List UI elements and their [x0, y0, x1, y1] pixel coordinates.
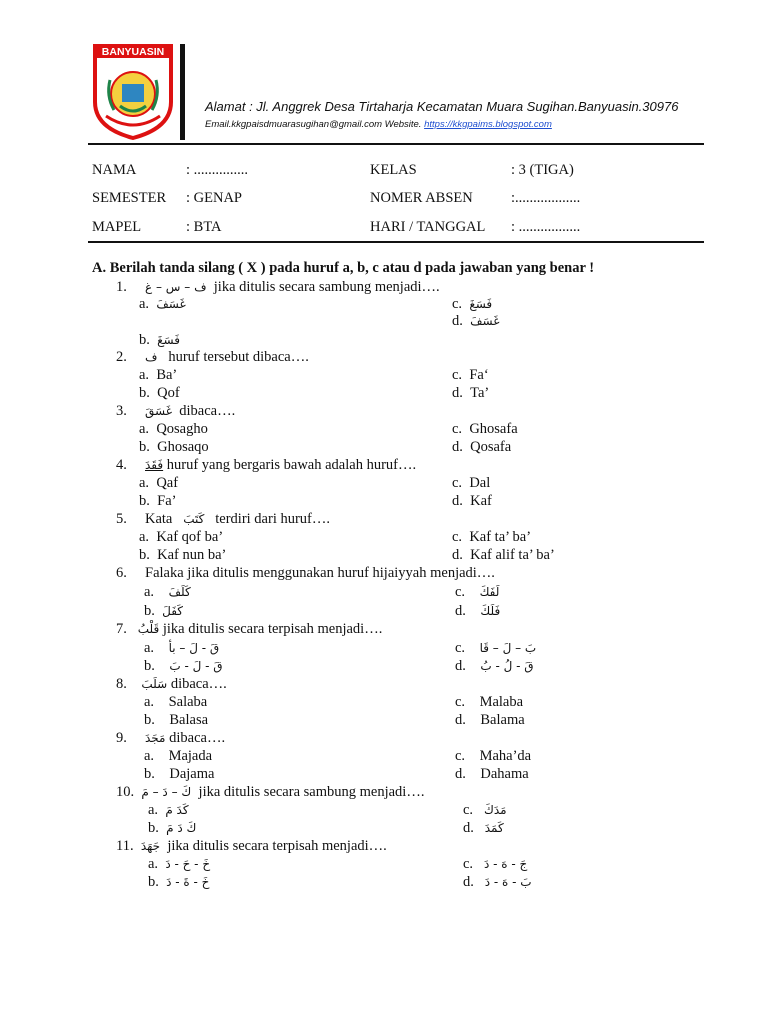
question-9	[116, 730, 225, 747]
question-text: jika ditulis secara sambung menjadi….	[198, 784, 425, 800]
question-arabic: كَ – دَ – مَ	[141, 785, 192, 799]
question-arabic: مَجَدَ	[145, 731, 166, 745]
option-a[interactable]: a. كَدَ مَ	[148, 802, 189, 818]
option-b[interactable]: b. Ghosaqo	[139, 439, 209, 455]
question-6	[116, 565, 495, 582]
option-b[interactable]: b. كَفَلَ	[144, 603, 183, 619]
hari-label: HARI / TANGGAL	[370, 219, 486, 235]
option-b[interactable]: b. Dajama	[144, 766, 215, 782]
question-number: 4.	[116, 457, 127, 473]
option-d[interactable]: d. بَ - هَ - دَ	[463, 874, 532, 890]
option-c[interactable]: c. جَ - هَ - دَ	[463, 856, 528, 872]
header-divider	[180, 44, 185, 140]
kelas-label: KELAS	[370, 162, 417, 178]
question-text: dibaca….	[179, 403, 236, 419]
option-a[interactable]: a. كَلَفَ	[144, 584, 191, 600]
question-arabic: كَتَبَ	[183, 512, 205, 526]
option-d[interactable]: d. Balama	[455, 712, 525, 728]
option-c[interactable]: c. Maha’da	[455, 748, 532, 764]
question-text: huruf yang bergaris bawah adalah huruf….	[166, 457, 417, 473]
question-number: 9.	[116, 730, 127, 746]
option-c[interactable]: c. Malaba	[455, 694, 524, 710]
option-b[interactable]: b. قَ - لَ - بَ	[144, 658, 223, 674]
option-c[interactable]: c. Ghosafa	[452, 421, 518, 437]
option-a[interactable]: a. Kaf qof ba’	[139, 529, 224, 545]
option-d[interactable]: d. Qosafa	[452, 439, 512, 455]
question-pre: Kata	[145, 511, 173, 527]
option-d[interactable]: d. Ta’	[452, 385, 490, 401]
option-c[interactable]: c. Kaf ta’ ba’	[452, 529, 532, 545]
option-c[interactable]: c. لَفَكَ	[455, 584, 500, 600]
question-arabic: ف – س – غ	[145, 280, 207, 294]
question-number: 10.	[116, 784, 135, 800]
question-text: dibaca….	[169, 730, 226, 746]
question-2	[116, 349, 309, 366]
semester-label: SEMESTER	[92, 190, 167, 206]
question-number: 6.	[116, 565, 127, 581]
option-a[interactable]: a. غَسَفَ	[139, 296, 186, 312]
question-arabic: فَقَدَ	[145, 458, 164, 472]
option-d[interactable]: d. قَ - لُ - بُ	[455, 658, 534, 674]
option-b[interactable]: b. كَ دَ مَ	[148, 820, 197, 836]
kelas-value: : 3 (TIGA)	[511, 162, 574, 178]
option-d[interactable]: d. كَمَدَ	[463, 820, 504, 836]
option-d[interactable]: d. فَلَكَ	[455, 603, 501, 619]
question-7	[116, 621, 382, 638]
option-b[interactable]: b. Kaf nun ba’	[139, 547, 227, 563]
option-c[interactable]: c. Dal	[452, 475, 491, 491]
option-b[interactable]: b. خَ - ةَ - دَ	[148, 874, 210, 890]
question-8	[116, 676, 227, 693]
instruction: A. Berilah tanda silang ( X ) pada huruf a, b, c atau d pada jawaban yang benar !	[92, 260, 595, 276]
question-text: jika ditulis secara terpisah menjadi….	[162, 621, 383, 637]
question-number: 1.	[116, 279, 127, 295]
question-number: 2.	[116, 349, 127, 365]
question-arabic: ف	[145, 350, 158, 364]
question-arabic: غَسَقَ	[145, 404, 172, 418]
mapel-label: MAPEL	[92, 219, 142, 235]
question-5	[116, 511, 330, 528]
option-b[interactable]: b. Qof	[139, 385, 180, 401]
header-rule	[88, 143, 704, 145]
question-number: 3.	[116, 403, 127, 419]
option-c[interactable]: c. بَ – لَ – قَا	[455, 640, 537, 656]
question-arabic: قَلْبُ	[137, 622, 160, 636]
question-number: 7.	[116, 621, 127, 637]
school-address: Alamat : Jl. Anggrek Desa Tirtaharja Kecamatan Muara Sugihan.Banyuasin.30976	[205, 99, 679, 114]
info-rule	[88, 241, 704, 243]
option-a[interactable]: a. خَ - حَ - دَ	[148, 856, 211, 872]
nama-value[interactable]: : ...............	[186, 162, 249, 178]
option-b[interactable]: b. Balasa	[144, 712, 209, 728]
question-text: jika ditulis secara terpisah menjadi….	[167, 838, 387, 854]
question-1	[116, 279, 440, 296]
question-3	[116, 403, 235, 420]
question-text: dibaca….	[170, 676, 227, 692]
website-link[interactable]: https://kkgpaims.blogspot.com	[424, 119, 552, 130]
option-a[interactable]: a. Qaf	[139, 475, 179, 491]
option-a[interactable]: a. Salaba	[144, 694, 208, 710]
option-c[interactable]: c. Fa‘	[452, 367, 489, 383]
option-b[interactable]: b. فَسَغَ	[139, 332, 180, 348]
question-number: 8.	[116, 676, 127, 692]
option-a[interactable]: a. Qosagho	[139, 421, 208, 437]
question-11	[116, 838, 387, 855]
option-c[interactable]: c. مَدَكَ	[463, 802, 507, 818]
question-text: terdiri dari huruf….	[215, 511, 331, 527]
option-d[interactable]: d. Dahama	[455, 766, 529, 782]
option-d[interactable]: d. Kaf alif ta’ ba’	[452, 547, 555, 563]
svg-text:BANYUASIN: BANYUASIN	[101, 46, 165, 58]
question-4	[116, 457, 416, 474]
hari-value[interactable]: : .................	[511, 219, 581, 235]
option-c[interactable]: c. فَسَغَ	[452, 296, 493, 312]
semester-value: : GENAP	[186, 190, 242, 206]
question-number: 5.	[116, 511, 127, 527]
option-d[interactable]: d. غَسَفَ	[452, 313, 500, 329]
question-text: huruf tersebut dibaca….	[168, 349, 309, 365]
question-arabic: جَهَدَ	[140, 839, 161, 853]
option-a[interactable]: a. قَ - لَ – بأ	[144, 640, 220, 656]
question-10	[116, 784, 424, 801]
absen-value[interactable]: :..................	[511, 190, 581, 206]
nama-label: NAMA	[92, 162, 137, 178]
absen-label: NOMER ABSEN	[370, 190, 473, 206]
question-arabic: سَلَبَ	[141, 677, 168, 691]
question-number: 11.	[116, 838, 134, 854]
question-text: jika ditulis secara sambung menjadi….	[213, 279, 440, 295]
email-label: Email.kkgpaisdmuarasugihan@gmail.com Website.	[205, 119, 425, 130]
option-d[interactable]: d. Kaf	[452, 493, 492, 509]
option-b[interactable]: b. Fa’	[139, 493, 177, 509]
contact-line	[205, 119, 552, 130]
banyuasin-logo	[92, 44, 174, 140]
mapel-value: : BTA	[186, 219, 222, 235]
option-a[interactable]: a. Majada	[144, 748, 213, 764]
option-a[interactable]: a. Ba’	[139, 367, 178, 383]
question-text: Falaka jika ditulis menggunakan huruf hijaiyyah menjadi….	[145, 565, 495, 581]
